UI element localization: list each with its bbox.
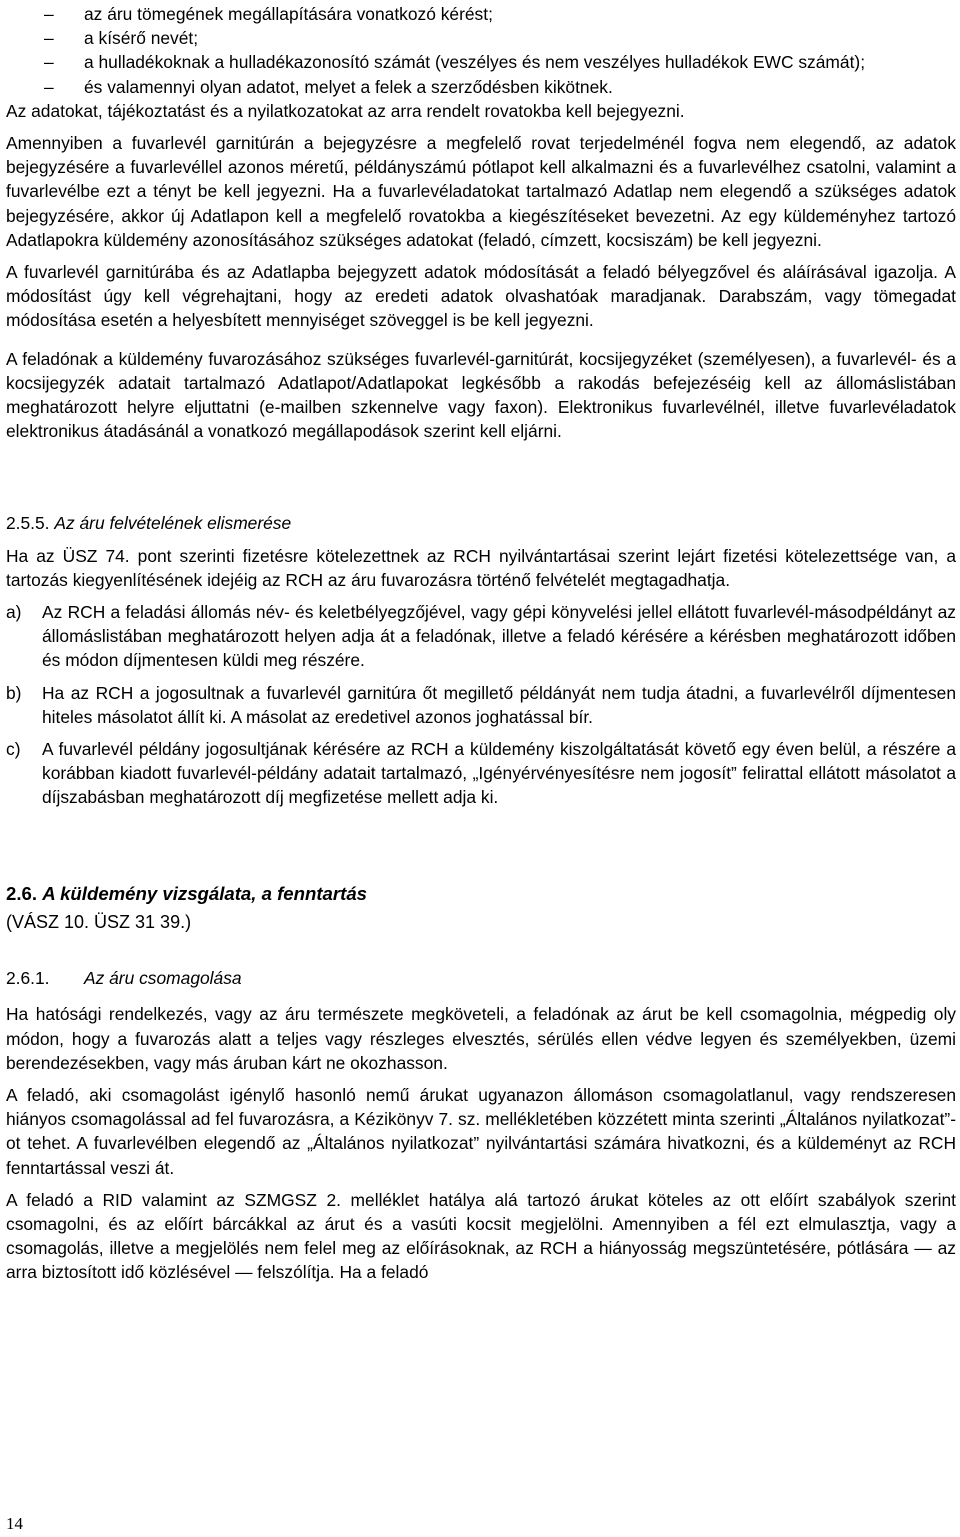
paragraph: Az adatokat, tájékoztatást és a nyilatkozatokat az arra rendelt rovatokba kell bejegyezni. [6, 100, 685, 121]
paragraph: Ha az ÜSZ 74. pont szerinti fizetésre kötelezettnek az RCH nyilvántartásai szerint lejárt fizetési kötelezettsége van, a tartozás kiegyenlítésének idejéig az RCH az áru fuvarozásra történő felvételét megtagadhatja. [6, 545, 956, 590]
paragraph: A feladó, aki csomagolást igénylő hasonló nemű árukat ugyanazon állomáson csomagolatlanul, vagy rendszeresen hiányos csomagolással ad fel fuvarozásra, a Kézikönyv 7. sz. mellékletében közzétett minta szerinti „Általános nyilatkozat”-ot tehet. A fuvarlevélben elegendő az „Általános nyilatkozat” nyilvántartási számára hivatkozni, és a küldeményt az RCH fenntartással veszi át. [6, 1084, 956, 1178]
paragraph: Ha hatósági rendelkezés, vagy az áru természete megköveteli, a feladónak az árut be kell csomagolnia, mégpedig oly módon, hogy a fuvarozás alatt a teljes vagy részleges elvesztés, sérülés ellen védve legyen és személyekben, üzemi berendezésekben, vagy más áruban kárt ne okozhasson. [6, 1004, 956, 1073]
dash-list [6, 0, 956, 99]
list-item-text: A fuvarlevél példány jogosultjának kérésére az RCH a küldemény kiszolgáltatását követő egy éven belül, a részére a korábban kiadott fuvarlevél-példány adatait tartalmazó, „Igényérvényesítésre nem jogosít” felirattal ellátott másolatot a díjszabásban meghatározott díj megfizetése mellett adja ki. [42, 739, 956, 808]
page-number: 14 [6, 1514, 23, 1533]
list-item [6, 681, 956, 729]
list-item [6, 737, 956, 810]
list-item-text: Az RCH a feladási állomás név- és keletbélyegzőjével, vagy gépi könyvelési jellel ellátott fuvarlevél-másodpéldányt az állomáslistában meghatározott helyen adja át a feladónak, illetve a feladó kérésére a kérésben meghatározott időben és módon díjmentesen küldi meg részére. [42, 602, 956, 671]
dash-bullet: – [44, 76, 54, 97]
list-item [6, 2, 956, 26]
list-marker: c) [6, 739, 21, 760]
list-item-text: és valamennyi olyan adatot, melyet a felek a szerződésben kikötnek. [84, 76, 613, 97]
section-title: Az áru csomagolása [84, 968, 242, 989]
paragraph: Amennyiben a fuvarlevél garnitúrán a bejegyzésre a megfelelő rovat terjedelménél fogva nem elegendő, az adatok bejegyzésére a fuvarlevéllel azonos méretű, példányszámú pótlapot kell alkalmazni és a fuvarlevélhez csatolni, valamint a fuvarlevélbe ezt a tényt be kell jegyezni. Ha a fuvarlevéladatokat tartalmazó Adatlap nem elegendő a szükséges adatok bejegyzésére, akkor új Adatlapon kell a megfelelő rovatokba a kiegészítéseket bevezetni. Az egy küldeményhez tartozó Adatlapokra küldemény azonosításához szükséges adatokat (feladó, címzett, kocsiszám) be kell jegyezni. [6, 133, 956, 250]
dash-bullet: – [44, 4, 54, 24]
paragraph: A feladó a RID valamint az SZMGSZ 2. melléklet hatálya alá tartozó árukat köteles az ott előírt szabályok szerint csomagolni, és az előírt bárcákkal az árut és a vasúti kocsit megjelölni. Amennyiben a fél ezt elmulasztja, vagy a csomagolás, illetve a megjelölés nem felel meg az előírásoknak, az RCH a hiányosság megszüntetésére, pótlására — az arra biztosított idő közlésével — felszólítja. Ha a feladó [6, 1189, 956, 1283]
section-number: 2.6.1. [6, 968, 50, 989]
section-title: Az áru felvételének elismerése [54, 513, 292, 534]
list-item [6, 26, 956, 50]
paragraph: A fuvarlevél garnitúrába és az Adatlapba bejegyzett adatok módosítását a feladó bélyegzővel és aláírásával igazolja. A módosítást úgy kell végrehajtani, hogy az eredeti adatok olvashatóak maradjanak. Darabszám, vagy tömegadat módosítása esetén a helyesbített mennyiséget szöveggel is be kell jegyezni. [6, 262, 956, 331]
list-item-text: a kísérő nevét; [84, 28, 199, 49]
section-title: A küldemény vizsgálata, a fenntartás [42, 882, 368, 904]
section-heading-2-6-1 [6, 966, 956, 990]
dash-bullet: – [44, 52, 54, 73]
list-marker: b) [6, 682, 22, 703]
list-item [6, 75, 956, 99]
list-item [6, 600, 956, 673]
list-marker: a) [6, 602, 22, 623]
section-number: 2.6. [6, 882, 38, 904]
list-item-text: az áru tömegének megállapítására vonatkozó kérést; [84, 4, 493, 24]
dash-bullet: – [44, 28, 54, 49]
section-heading-2-5-5 [6, 511, 956, 535]
section-heading-2-6 [6, 882, 956, 906]
section-reference: (VÁSZ 10. ÜSZ 31 39.) [6, 911, 192, 932]
paragraph: A feladónak a küldemény fuvarozásához szükséges fuvarlevél-garnitúrát, kocsijegyzéket (személyesen), a fuvarlevél- és a kocsijegyzék adatait tartalmazó Adatlapot/Adatlapokat legkésőbb a rakodás befejezéséig kell az állomáslistában meghatározott helyre eljuttatni (e-mailben szkennelve vagy faxon). Elektronikus fuvarlevélnél, illetve fuvarlevéladatok elektronikus átadásánál a vonatkozó megállapodások szerint kell eljárni. [6, 348, 956, 442]
list-item-text: a hulladékoknak a hulladékazonosító számát (veszélyes és nem veszélyes hulladékok EWC számát); [84, 52, 866, 73]
list-item-text: Ha az RCH a jogosultnak a fuvarlevél garnitúra őt megillető példányát nem tudja átadni, a fuvarlevélről díjmentesen hiteles másolatot állít ki. A másolat az eredetivel azonos joghatással bír. [42, 682, 956, 727]
list-item [6, 50, 956, 74]
section-number: 2.5.5. [6, 513, 50, 534]
